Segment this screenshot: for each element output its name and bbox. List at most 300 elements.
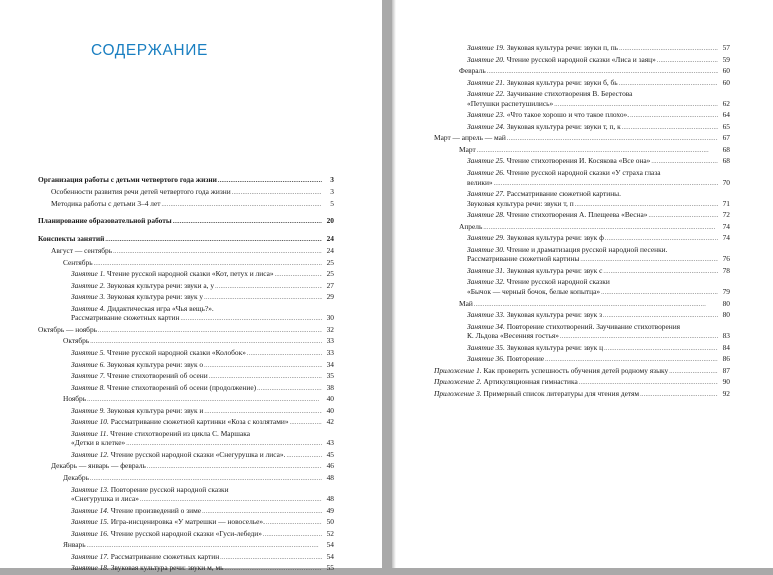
- toc-entry-text: «Петушки распетушились»: [467, 98, 554, 108]
- toc-entry-title: [71, 529, 262, 539]
- toc-entry[interactable]: [38, 199, 334, 211]
- gutter-shadow: [392, 0, 396, 568]
- page-number: 92: [722, 388, 730, 398]
- toc-entry[interactable]: [434, 343, 730, 355]
- toc-entry-text: Декабрь: [63, 473, 89, 483]
- leader-dots: [263, 529, 322, 541]
- page-number: 80: [722, 310, 730, 320]
- toc-entry-title: [467, 55, 656, 65]
- toc-entry[interactable]: [434, 331, 730, 343]
- leader-dots: [113, 246, 322, 258]
- toc-entry-title: [434, 377, 578, 387]
- toc-entry-text: Чтение произведений о зиме: [110, 505, 202, 515]
- toc-entry-title: [71, 269, 274, 279]
- toc-entry[interactable]: [434, 322, 730, 332]
- leader-dots: [494, 178, 718, 190]
- toc-entry[interactable]: [434, 133, 730, 145]
- toc-entry-label: Занятие 10.: [71, 417, 109, 427]
- toc-entry-text: Октябрь: [63, 336, 90, 346]
- toc-entry-label: Приложение 1.: [434, 365, 482, 375]
- toc-entry[interactable]: [38, 529, 334, 541]
- toc-entry-text: Планирование образовательной работы: [38, 216, 172, 226]
- toc-entry-label: Занятие 23.: [467, 110, 505, 120]
- leader-dots: [604, 343, 718, 355]
- toc-entry-title: [467, 210, 647, 220]
- leader-dots: [275, 269, 322, 281]
- leader-dots: [204, 360, 322, 372]
- toc-entry-label: Занятие 5.: [71, 348, 106, 358]
- page-number: 29: [326, 292, 334, 302]
- toc-entry-label: Занятие 19.: [467, 43, 505, 52]
- toc-entry-text: Звуковая культура речи: звук ц: [506, 342, 604, 352]
- toc-entry-title: [51, 187, 231, 197]
- toc-entry-text: Сентябрь: [63, 257, 93, 267]
- page-number: 80: [722, 298, 730, 308]
- left-page: [0, 0, 382, 573]
- toc-entry[interactable]: [38, 429, 334, 439]
- toc-entry[interactable]: [434, 178, 730, 190]
- toc-entry-text: Звуковая культура речи: звуки т, п: [467, 198, 574, 208]
- page-number: 76: [722, 254, 730, 264]
- leader-dots: [560, 331, 718, 343]
- leader-dots: [622, 122, 718, 134]
- leader-dots: [507, 133, 718, 145]
- leader-dots: [202, 506, 322, 518]
- leader-dots: [90, 473, 322, 485]
- toc-entry-title: [467, 287, 600, 297]
- toc-entry[interactable]: [38, 348, 334, 360]
- leader-dots: [669, 366, 718, 378]
- page-number: 60: [722, 77, 730, 87]
- toc-entry-label: Занятие 28.: [467, 210, 505, 220]
- toc-entry-label: Занятие 1.: [71, 269, 106, 279]
- toc-entry-title: [71, 450, 285, 460]
- toc-entry[interactable]: [38, 304, 334, 314]
- page-number: 78: [722, 265, 730, 275]
- toc-entry-text: Повторение: [506, 354, 545, 364]
- leader-dots: [173, 215, 322, 228]
- toc-entry[interactable]: [434, 254, 730, 266]
- toc-entry-label: Занятие 35.: [467, 342, 505, 352]
- toc-entry-text: Чтение русской народной сказки «Гуси-лебеди»: [110, 528, 262, 538]
- toc-entry-title: [467, 43, 618, 53]
- toc-entry-title: [38, 215, 172, 226]
- toc-entry-text: Чтение и драматизация русской народной песенки.: [506, 244, 668, 254]
- toc-entry[interactable]: [38, 517, 334, 529]
- page-number: 33: [326, 348, 334, 358]
- toc-list-right: [434, 43, 730, 401]
- toc-entry[interactable]: [434, 277, 730, 287]
- toc-entry-text: Чтение стихотворения А. Плещеева «Весна»: [506, 210, 648, 220]
- toc-entry-text: Октябрь — ноябрь: [38, 324, 98, 334]
- leader-dots: [257, 383, 322, 395]
- toc-entry[interactable]: [434, 199, 730, 211]
- page-number: 3: [330, 187, 334, 196]
- toc-entry-title: [71, 304, 214, 313]
- toc-entry-text: Рассматривание сюжетных картин: [71, 313, 180, 323]
- toc-entry[interactable]: [38, 563, 334, 575]
- page-number: 30: [326, 313, 334, 323]
- page-number: 25: [326, 269, 334, 279]
- toc-entry-text: Звуковая культура речи: звуки п, пь: [506, 43, 619, 52]
- toc-list-left: [38, 166, 334, 575]
- toc-entry-title: [467, 266, 602, 276]
- page-number: 59: [722, 54, 730, 64]
- toc-entry-label: Занятие 20.: [467, 54, 505, 64]
- page-number: 65: [722, 121, 730, 131]
- toc-entry-title: [467, 110, 629, 120]
- page-number: 24: [326, 246, 334, 256]
- toc-entry-text: Игра-инсценировка «У матрешки — новоселье».: [110, 517, 265, 527]
- toc-entry-title: [467, 199, 574, 209]
- toc-entry-text: Методика работы с детьми 3–4 лет: [51, 198, 161, 208]
- page-number: 83: [722, 331, 730, 341]
- page-number: 32: [326, 324, 334, 334]
- toc-entry[interactable]: [38, 540, 334, 552]
- leader-dots: [640, 389, 718, 401]
- toc-entry-title: [459, 222, 482, 232]
- toc-entry-text: «Детки в клетке»: [71, 438, 126, 448]
- toc-entry-text: Повторение русской народной сказки: [110, 484, 229, 494]
- toc-entry[interactable]: [38, 187, 334, 199]
- toc-entry-title: [434, 133, 506, 143]
- toc-entry-title: [71, 485, 229, 494]
- leader-dots: [651, 156, 718, 168]
- toc-entry[interactable]: [38, 417, 334, 429]
- leader-dots: [603, 266, 718, 278]
- toc-entry-label: Занятие 25.: [467, 156, 505, 166]
- toc-entry-label: Занятие 36.: [467, 354, 505, 364]
- toc-entry[interactable]: [434, 122, 730, 134]
- toc-entry-title: [467, 310, 602, 320]
- toc-entry-title: [71, 563, 224, 573]
- toc-entry-title: [63, 394, 86, 404]
- toc-entry[interactable]: [434, 66, 730, 78]
- toc-entry-label: Занятие 16.: [71, 528, 109, 538]
- toc-entry[interactable]: [434, 110, 730, 122]
- toc-entry-label: Занятие 34.: [467, 321, 505, 331]
- leader-dots: [630, 110, 718, 122]
- toc-entry-text: Повторение стихотворений. Заучивание стихотворения: [506, 321, 681, 331]
- toc-entry-title: [71, 383, 256, 393]
- leader-dots: [98, 325, 322, 337]
- toc-entry-title: [71, 438, 125, 448]
- toc-entry-title: [467, 322, 680, 331]
- toc-entry-text: Рассматривание сюжетной картины.: [506, 189, 621, 199]
- leader-dots: [225, 563, 323, 575]
- toc-entry-text: Звуковая культура речи: звук у: [107, 292, 204, 302]
- leader-dots: [603, 310, 718, 322]
- toc-entry[interactable]: [38, 383, 334, 395]
- leader-dots: [657, 55, 718, 67]
- toc-entry[interactable]: [434, 233, 730, 245]
- toc-entry-title: [459, 145, 476, 155]
- toc-entry-title: [467, 178, 493, 188]
- toc-entry-label: Занятие 13.: [71, 484, 109, 494]
- leader-dots: [579, 377, 718, 389]
- toc-entry-text: «Что такое хорошо и что такое плохо».: [506, 110, 630, 120]
- toc-entry-label: Занятие 31.: [467, 265, 505, 275]
- leader-dots: [161, 199, 322, 211]
- leader-dots: [619, 78, 718, 90]
- leader-dots: [218, 174, 322, 187]
- leader-dots: [232, 187, 322, 199]
- toc-entry[interactable]: [434, 145, 730, 157]
- toc-entry-title: [63, 336, 89, 346]
- toc-entry-title: [71, 552, 219, 562]
- leader-dots: [220, 552, 322, 564]
- leader-dots: [87, 540, 322, 552]
- toc-entry-label: Занятие 32.: [467, 277, 505, 287]
- page-number: 42: [326, 417, 334, 427]
- toc-entry-title: [71, 406, 203, 416]
- toc-entry-title: [434, 366, 668, 376]
- toc-entry-title: [467, 89, 632, 98]
- leader-dots: [94, 258, 322, 270]
- toc-entry-text: Март: [459, 144, 476, 154]
- leader-dots: [554, 99, 718, 111]
- toc-entry[interactable]: [38, 258, 334, 270]
- toc-entry-text: Чтение русской народной сказки «У страха глаза: [506, 168, 661, 178]
- toc-entry[interactable]: [434, 299, 730, 311]
- toc-entry-title: [459, 299, 473, 309]
- toc-entry-title: [51, 199, 160, 209]
- leader-dots: [648, 210, 718, 222]
- toc-entry[interactable]: [434, 78, 730, 90]
- toc-entry[interactable]: [38, 371, 334, 383]
- toc-entry-title: [71, 360, 203, 370]
- toc-entry-title: [63, 473, 89, 483]
- leader-dots: [87, 394, 322, 406]
- leader-dots: [477, 145, 718, 157]
- page-number: 79: [722, 287, 730, 297]
- toc-entry-text: Звуковая культура речи: звук з: [506, 310, 603, 320]
- page-number: 33: [326, 336, 334, 346]
- toc-entry-text: Дидактическая игра «Чья вещь?».: [107, 303, 214, 313]
- toc-entry[interactable]: [434, 389, 730, 401]
- page-number: 87: [722, 365, 730, 375]
- page-number: 54: [326, 551, 334, 561]
- toc-entry[interactable]: [38, 336, 334, 348]
- page-number: 43: [326, 438, 334, 448]
- toc-entry[interactable]: [38, 174, 334, 187]
- toc-entry[interactable]: [38, 473, 334, 485]
- toc-entry-title: [467, 156, 650, 166]
- page-number: 5: [330, 198, 334, 208]
- toc-entry[interactable]: [434, 377, 730, 389]
- toc-entry[interactable]: [434, 89, 730, 99]
- toc-entry-text: Звуковая культура речи: звуки м, мь: [110, 563, 224, 573]
- toc-entry[interactable]: [38, 360, 334, 372]
- page-number: 25: [326, 257, 334, 267]
- toc-entry[interactable]: [434, 310, 730, 322]
- toc-entry-title: [467, 233, 604, 243]
- toc-entry-label: Занятие 18.: [71, 563, 109, 573]
- toc-entry[interactable]: [38, 438, 334, 450]
- toc-entry[interactable]: [38, 233, 334, 246]
- page-number: 27: [326, 280, 334, 290]
- toc-entry[interactable]: [38, 313, 334, 325]
- page-number: 68: [722, 156, 730, 166]
- leader-dots: [286, 450, 322, 462]
- toc-entry[interactable]: [434, 366, 730, 378]
- toc-entry[interactable]: [38, 292, 334, 304]
- toc-entry-text: Чтение стихотворения И. Косякова «Все она»: [506, 156, 651, 166]
- toc-entry-title: [434, 389, 639, 399]
- toc-entry-text: Чтение русской народной сказки «Лиса и заяц»: [506, 54, 656, 64]
- toc-entry[interactable]: [38, 485, 334, 495]
- leader-dots: [140, 494, 322, 506]
- toc-entry[interactable]: [38, 215, 334, 228]
- toc-entry[interactable]: [434, 55, 730, 67]
- toc-entry-title: [71, 417, 289, 427]
- toc-entry-title: [71, 517, 265, 527]
- toc-entry[interactable]: [38, 494, 334, 506]
- page-number: 48: [326, 473, 334, 483]
- page-number: 72: [722, 210, 730, 220]
- toc-entry-text: Чтение русской народной сказки «Кот, петух и лиса»: [107, 269, 274, 279]
- page-number: 38: [326, 382, 334, 392]
- leader-dots: [90, 336, 322, 348]
- toc-entry-text: Май: [459, 298, 473, 308]
- toc-entry[interactable]: [38, 461, 334, 473]
- toc-entry-label: Занятие 4.: [71, 303, 106, 313]
- toc-entry[interactable]: [38, 552, 334, 564]
- toc-entry[interactable]: [38, 450, 334, 462]
- toc-entry-text: Конспекты занятий: [38, 234, 105, 244]
- leader-dots: [483, 222, 718, 234]
- page-number: 67: [722, 133, 730, 143]
- toc-entry[interactable]: [38, 281, 334, 293]
- page-number: 34: [326, 359, 334, 369]
- toc-entry-label: Занятие 2.: [71, 280, 106, 290]
- toc-entry-label: Приложение 3.: [434, 388, 482, 398]
- toc-entry-text: Рассматривание сюжетных картин: [110, 551, 220, 561]
- toc-entry-title: [467, 78, 618, 88]
- toc-entry-text: Февраль: [459, 66, 486, 76]
- leader-dots: [580, 254, 718, 266]
- toc-entry[interactable]: [434, 99, 730, 111]
- toc-entry-text: Август — сентябрь: [51, 246, 113, 256]
- leader-dots: [215, 281, 322, 293]
- toc-entry-label: Занятие 27.: [467, 189, 505, 199]
- page-number: 35: [326, 371, 334, 381]
- leader-dots: [487, 66, 718, 78]
- page-number: 46: [326, 461, 334, 471]
- toc-entry-label: Занятие 24.: [467, 121, 505, 131]
- leader-dots: [474, 299, 718, 311]
- toc-entry-title: [71, 313, 179, 323]
- toc-entry-label: Занятие 17.: [71, 551, 109, 561]
- leader-dots: [209, 371, 322, 383]
- toc-entry[interactable]: [434, 245, 730, 255]
- toc-entry-text: «Снегурушка и лиса»: [71, 494, 139, 504]
- page-number: 52: [326, 528, 334, 538]
- toc-entry-title: [71, 494, 139, 504]
- toc-entry-text: Ноябрь: [63, 394, 87, 404]
- right-page: [392, 0, 773, 568]
- leader-dots: [204, 292, 322, 304]
- toc-entry[interactable]: [38, 406, 334, 418]
- toc-entry[interactable]: [434, 354, 730, 366]
- toc-entry-title: [467, 277, 610, 286]
- toc-entry[interactable]: [38, 246, 334, 258]
- toc-entry-title: [467, 245, 667, 254]
- toc-entry-label: Занятие 8.: [71, 382, 106, 392]
- toc-entry[interactable]: [38, 269, 334, 281]
- page-number: 57: [722, 43, 730, 52]
- toc-entry-text: «Бычок — черный бочок, белые копытца»: [467, 287, 601, 297]
- toc-entry[interactable]: [434, 156, 730, 168]
- toc-entry-title: [71, 429, 250, 438]
- toc-entry-title: [38, 233, 104, 244]
- toc-entry-text: Рассматривание сюжетной картинки «Коза с козлятами»: [110, 417, 289, 427]
- page-number: 64: [722, 110, 730, 120]
- toc-entry-label: Занятие 26.: [467, 168, 505, 178]
- toc-entry-text: Звуковая культура речи: звуки а, у: [107, 280, 215, 290]
- leader-dots: [247, 348, 322, 360]
- toc-entry-text: Звуковая культура речи: звук о: [107, 359, 204, 369]
- toc-entry-label: Занятие 21.: [467, 77, 505, 87]
- toc-entry-text: Рассматривание сюжетной картины: [467, 254, 580, 264]
- toc-entry-title: [38, 325, 97, 335]
- page-number: 62: [722, 98, 730, 108]
- page-number: 40: [326, 405, 334, 415]
- toc-entry-label: Занятие 6.: [71, 359, 106, 369]
- toc-entry-title: [71, 371, 208, 381]
- toc-entry-title: [467, 331, 559, 341]
- leader-dots: [266, 517, 322, 529]
- page-number: 54: [326, 540, 334, 550]
- toc-entry[interactable]: [434, 266, 730, 278]
- toc-entry-text: Чтение русской народной сказки «Снегурушка и лиса».: [110, 449, 286, 459]
- page-number: 74: [722, 233, 730, 243]
- toc-entry[interactable]: [434, 210, 730, 222]
- toc-entry-text: Звуковая культура речи: звук с: [506, 265, 603, 275]
- toc-entry-label: Занятие 14.: [71, 505, 109, 515]
- toc-entry-text: Как проверить успешность обучения детей родному языку: [483, 365, 669, 375]
- toc-entry-label: Занятие 11.: [71, 428, 109, 438]
- toc-entry-title: [63, 540, 86, 550]
- toc-entry-label: Приложение 2.: [434, 377, 482, 387]
- page-number: 55: [326, 563, 334, 573]
- toc-entry[interactable]: [434, 287, 730, 299]
- toc-entry-text: Чтение стихотворений из цикла С. Маршака: [110, 428, 250, 438]
- toc-entry[interactable]: [434, 189, 730, 199]
- leader-dots: [619, 43, 718, 55]
- toc-entry[interactable]: [434, 43, 730, 55]
- toc-entry-title: [38, 174, 217, 185]
- page-number: 24: [326, 234, 334, 244]
- toc-entry-title: [71, 506, 201, 516]
- toc-entry[interactable]: [38, 394, 334, 406]
- toc-entry[interactable]: [38, 506, 334, 518]
- toc-entry-title: [51, 461, 146, 471]
- toc-entry-label: Занятие 30.: [467, 244, 505, 254]
- toc-entry-label: Занятие 12.: [71, 449, 109, 459]
- toc-entry[interactable]: [434, 168, 730, 178]
- page-number: 68: [722, 144, 730, 154]
- page-title: СОДЕРЖАНИЕ: [91, 42, 208, 59]
- toc-entry-title: [71, 281, 214, 291]
- toc-entry[interactable]: [434, 222, 730, 234]
- toc-entry-text: Чтение стихотворений об осени: [107, 371, 208, 381]
- toc-entry-text: Январь: [63, 540, 86, 550]
- page-number: 60: [722, 66, 730, 76]
- toc-entry-label: Занятие 29.: [467, 233, 505, 243]
- page-number: 70: [722, 177, 730, 187]
- toc-entry[interactable]: [38, 325, 334, 337]
